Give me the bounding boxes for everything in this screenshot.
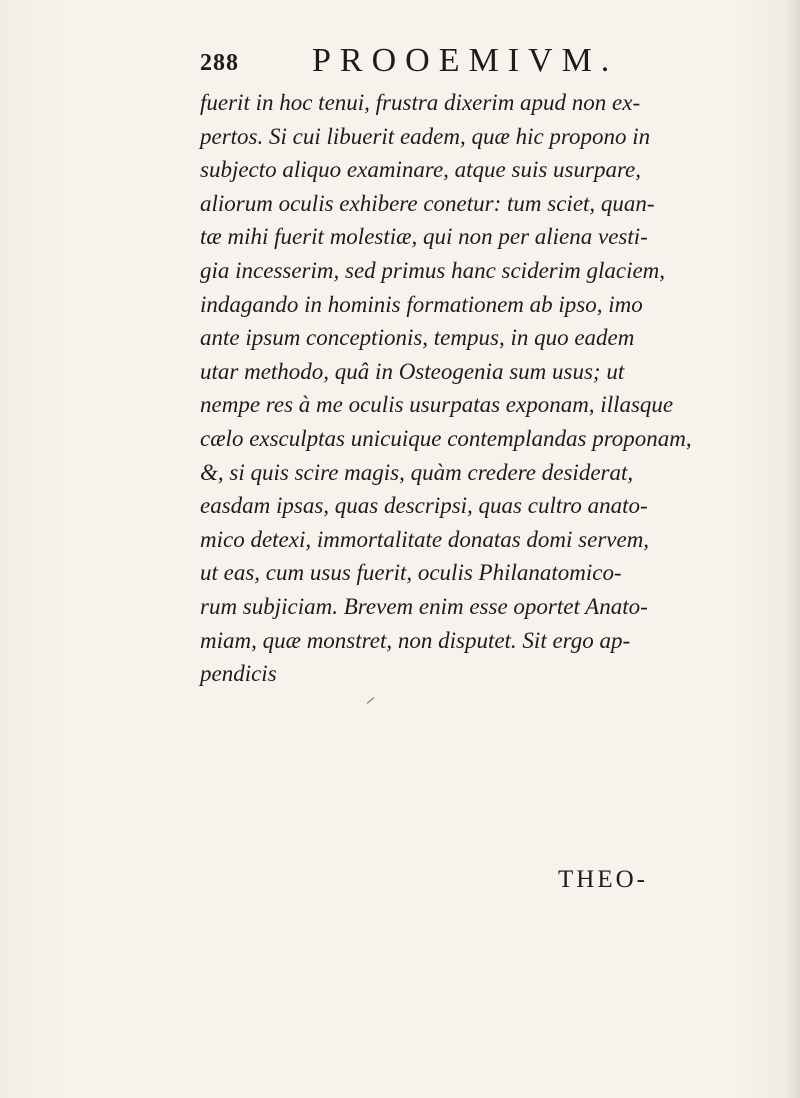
catchword: THEO- xyxy=(558,866,648,893)
text-line-10: nempe res à me oculis usurpatas exponam, illasque xyxy=(200,392,674,418)
ink-speck xyxy=(367,697,375,704)
text-line-17: miam, quæ monstret, non disputet. Sit ergo ap- xyxy=(200,627,631,653)
text-line-13: easdam ipsas, quas descripsi, quas cultro anato- xyxy=(200,493,648,519)
text-line-5: tæ mihi fuerit molestiæ, qui non per aliena vesti- xyxy=(200,224,648,250)
running-title: PROOEMIVM. xyxy=(312,42,619,79)
text-line-11: cælo exsculptas unicuique contemplandas proponam, xyxy=(200,425,692,451)
text-line-9: utar methodo, quâ in Osteogenia sum usus; ut xyxy=(200,358,625,384)
text-line-4: aliorum oculis exhibere conetur: tum sciet, quan- xyxy=(200,190,655,216)
text-line-6: gia incesserim, sed primus hanc sciderim glaciem, xyxy=(200,257,666,283)
text-line-15: ut eas, cum usus fuerit, oculis Philanatomico- xyxy=(200,560,622,586)
text-line-16: rum subjiciam. Brevem enim esse oportet Anato- xyxy=(200,593,648,619)
body-text xyxy=(200,86,692,691)
text-line-14: mico detexi, immortalitate donatas domi servem, xyxy=(200,526,650,552)
text-line-12: &, si quis scire magis, quàm credere desiderat, xyxy=(200,459,634,485)
page-edge-shadow xyxy=(786,0,800,1098)
text-line-2: pertos. Si cui libuerit eadem, quæ hic propono in xyxy=(200,123,651,149)
page-header xyxy=(200,42,660,82)
text-line-7: indagando in hominis formationem ab ipso, imo xyxy=(200,291,643,317)
text-line-1: fuerit in hoc tenui, frustra dixerim apud non ex- xyxy=(200,90,641,115)
page-number: 288 xyxy=(200,50,239,76)
text-line-8: ante ipsum conceptionis, tempus, in quo eadem xyxy=(200,325,635,351)
text-line-18: pendicis xyxy=(200,661,277,687)
text-line-3: subjecto aliquo examinare, atque suis usurpare, xyxy=(200,157,641,183)
